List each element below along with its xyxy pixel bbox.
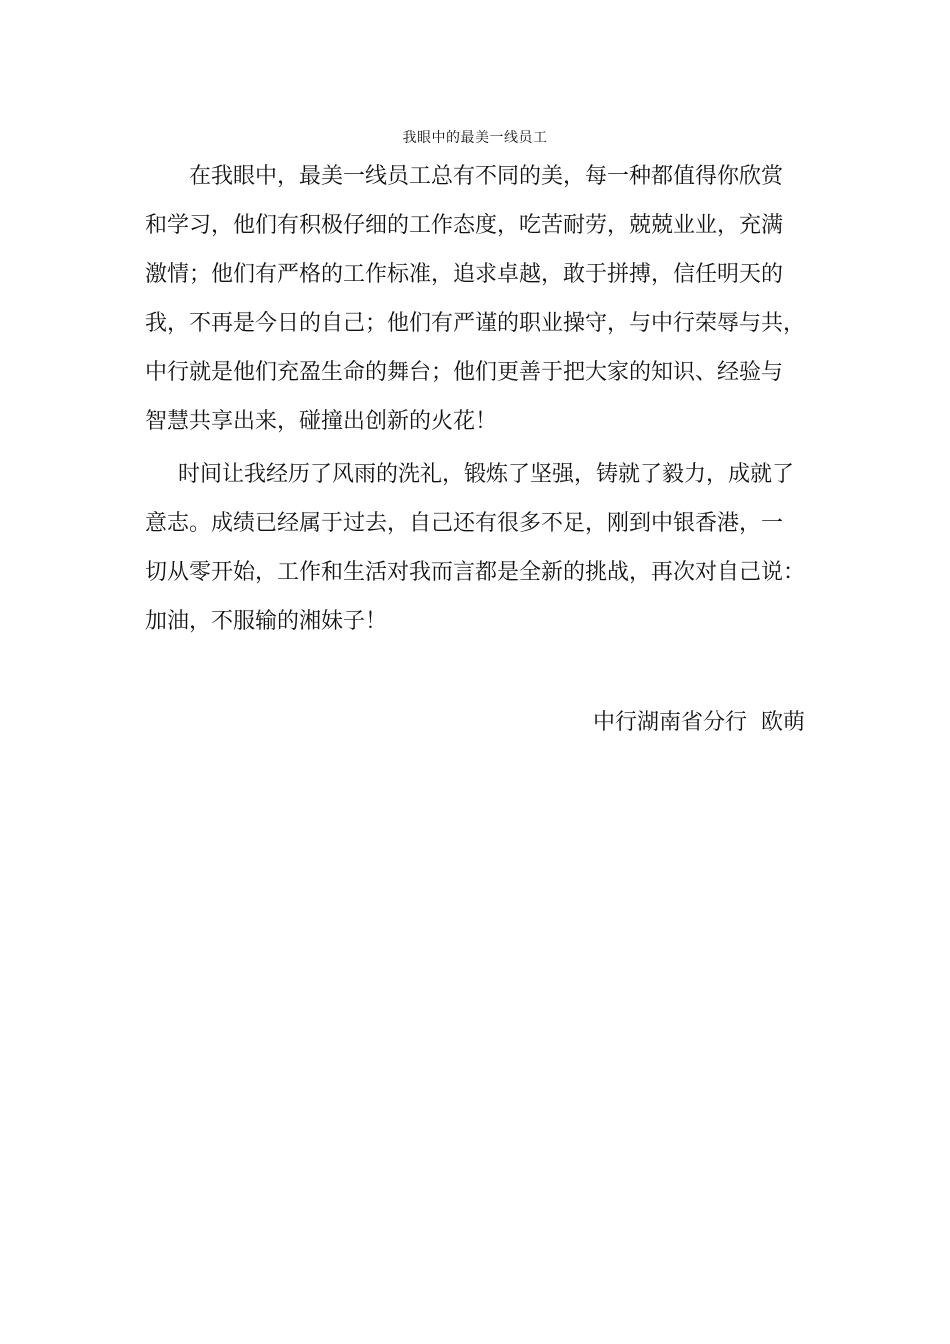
paragraph-line: 切从零开始，工作和生活对我而言都是全新的挑战，再次对自己说： [145, 560, 806, 585]
document-title: 我眼中的最美一线员工 [402, 130, 548, 146]
paragraph-line: 时间让我经历了风雨的洗礼，锻炼了坚强，铸就了毅力，成就了 [178, 462, 795, 487]
paragraph-2 [145, 450, 810, 646]
paragraph-line: 中行就是他们充盈生命的舞台；他们更善于把大家的知识、经验与 [145, 360, 784, 385]
author-signature: 中行湖南省分行 欧萌 [593, 710, 805, 735]
paragraph-line: 在我眼中，最美一线员工总有不同的美，每一种都值得你欣赏 [189, 164, 784, 189]
paragraph-line: 激情；他们有严格的工作标准，追求卓越，敢于拼搏，信任明天的 [145, 262, 784, 287]
paragraph-line: 我，不再是今日的自己；他们有严谨的职业操守，与中行荣辱与共， [145, 311, 806, 336]
paragraph-line: 和学习，他们有积极仔细的工作态度，吃苦耐劳，兢兢业业，充满 [145, 213, 784, 238]
paragraph-line: 加油，不服输的湘妹子！ [145, 609, 388, 634]
paragraph-line: 智慧共享出来，碰撞出创新的火花！ [145, 409, 498, 434]
paragraph-1 [145, 152, 810, 446]
paragraph-line: 意志。成绩已经属于过去，自己还有很多不足，刚到中银香港，一 [145, 511, 784, 536]
